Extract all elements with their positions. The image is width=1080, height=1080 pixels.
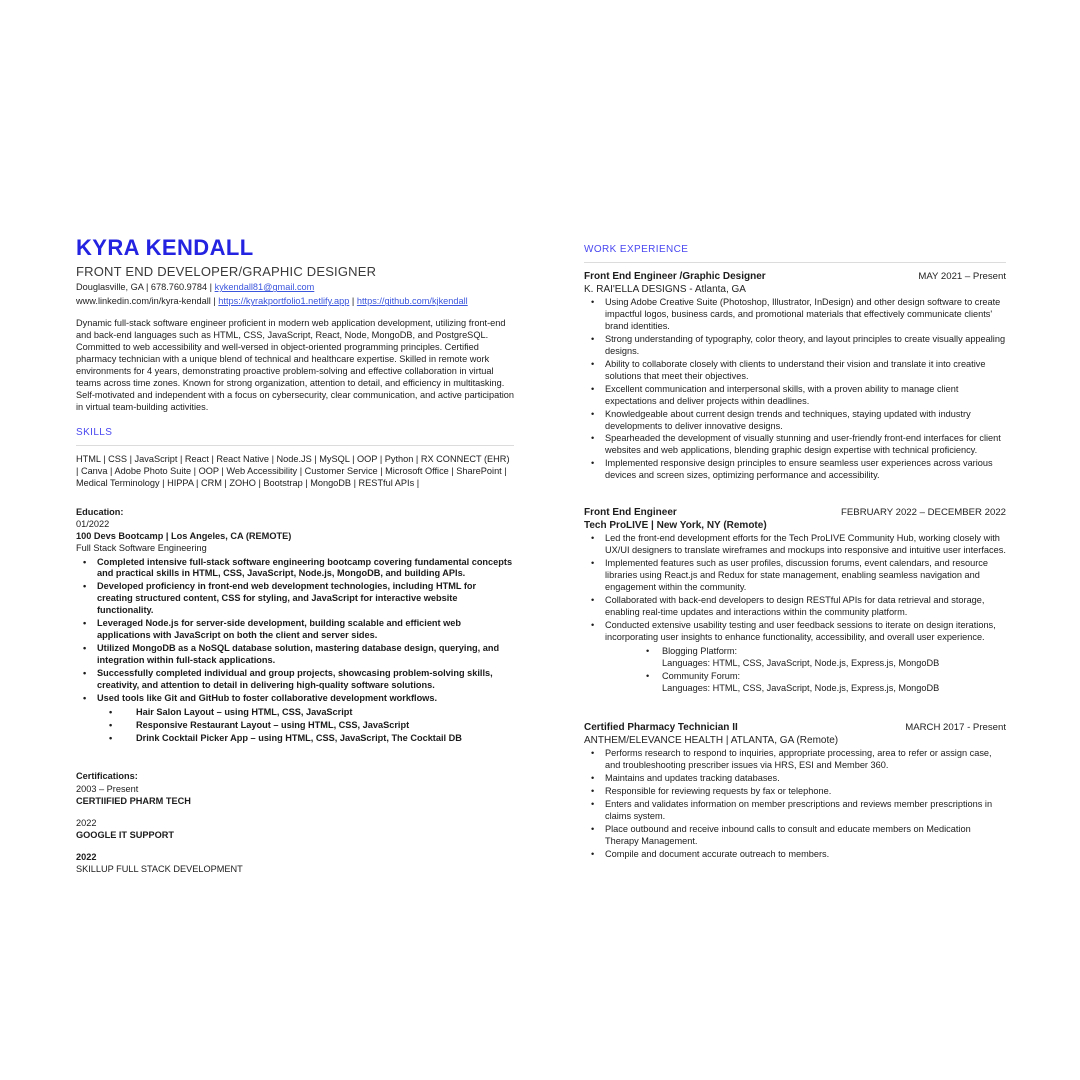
work-divider xyxy=(584,262,1006,263)
certification-name: SKILLUP FULL STACK DEVELOPMENT xyxy=(76,864,243,875)
pipe-separator: | xyxy=(349,296,357,307)
job-bullet: • Using Adobe Creative Suite (Photoshop, Illustrator, InDesign) and other design software to create impactful logos, business cards, and promotional materials that effectively communicate clients' brand identities. xyxy=(584,297,1006,333)
job-title: Front End Engineer /Graphic Designer xyxy=(584,271,766,282)
education-project-list xyxy=(76,706,514,744)
project-name: • Blogging Platform: xyxy=(662,645,738,656)
job-entry xyxy=(584,507,1006,694)
certification-name: CERTIIFIED PHARM TECH xyxy=(76,795,191,806)
job-bullet: • Performs research to respond to inquiries, appropriate processing, area to refer or assign case, and troubleshooting prescriber issues via HRS, ESI and Member 360. xyxy=(584,748,1006,772)
left-column xyxy=(76,236,514,875)
education-heading: Education: xyxy=(76,506,124,517)
education-date: 01/2022 xyxy=(76,519,110,530)
job-title: Front End Engineer xyxy=(584,507,677,519)
job-bullet: • Excellent communication and interpersonal skills, with a proven ability to manage client expectations and deliver projects within deadlines. xyxy=(584,384,1006,408)
certification-date: 2003 – Present xyxy=(76,783,139,794)
email-link[interactable]: kykendall81@gmail.com xyxy=(214,282,315,293)
certifications-heading: Certifications: xyxy=(76,771,138,782)
education-project: • Responsive Restaurant Layout – using HTML, CSS, JavaScript xyxy=(76,719,514,731)
spacer xyxy=(76,841,514,851)
skills-list: HTML | CSS | JavaScript | React | React Native | Node.JS | MySQL | OOP | Python | RX CONNECT (EHR) | Canva | Adobe Photo Suite | OOP | Web Accessibility | Customer Service | Microsoft Office | SharePoint | Medical Terminology | HIPPA | CRM | ZOHO | Bootstrap | MongoDB | RESTful APIs | xyxy=(76,454,510,488)
project-name: • Community Forum: xyxy=(662,671,741,682)
skills-divider xyxy=(76,445,514,446)
job-bullet: • Implemented responsive design principles to ensure seamless user experiences across various devices and screen sizes, optimizing performance and accessibility. xyxy=(584,458,1006,482)
job-dates: FEBRUARY 2022 – DECEMBER 2022 xyxy=(841,507,1006,519)
job-entry xyxy=(584,271,1006,482)
education-bullet: • Leveraged Node.js for server-side development, building scalable and efficient web applications with JavaScript on both the client and server sides. xyxy=(76,618,514,642)
job-title: Certified Pharmacy Technician II xyxy=(584,722,738,734)
job-project xyxy=(584,645,1006,669)
job-entry xyxy=(584,722,1006,861)
education-bullet: • Developed proficiency in front-end web development technologies, including HTML for creating structured content, CSS for styling, and JavaScript for interactive website functionality. xyxy=(76,581,514,617)
job-bullet-list xyxy=(584,533,1006,644)
github-link[interactable]: https://github.com/kjkendall xyxy=(356,296,468,307)
job-bullet: • Compile and document accurate outreach to members. xyxy=(584,849,1006,861)
job-bullet: • Collaborated with back-end developers to design RESTful APIs for data retrieval and storage, enabling real-time updates and interactions within the community platform. xyxy=(584,595,1006,619)
contact-line-1 xyxy=(76,281,514,293)
job-bullet: • Place outbound and receive inbound calls to consult and educate members on Medication Therapy Management. xyxy=(584,824,1006,848)
project-languages: Languages: HTML, CSS, JavaScript, Node.js, Express.js, MongoDB xyxy=(662,658,940,669)
education-section xyxy=(76,506,514,744)
job-bullet: • Led the front-end development efforts for the Tech ProLIVE Community Hub, working closely with UX/UI designers to translate wireframes and mockups into responsive and intuitive user interfaces. xyxy=(584,533,1006,557)
job-bullet: • Spearheaded the development of visually stunning and user-friendly front-end interfaces for client websites and web applications, blending graphic design expertise with technical proficiency. xyxy=(584,433,1006,457)
job-header xyxy=(584,722,1006,733)
job-bullet: • Responsible for reviewing requests by fax or telephone. xyxy=(584,786,1006,798)
work-experience-heading: WORK EXPERIENCE xyxy=(584,244,689,255)
certification-date: 2022 xyxy=(76,817,97,828)
linkedin-text: www.linkedin.com/in/kyra-kendall | xyxy=(76,296,219,307)
job-header xyxy=(584,271,1006,282)
job-bullet: • Conducted extensive usability testing and user feedback sessions to iterate on design iterations, incorporating user insights to enhance functionality, accessibility, and overall user experience. xyxy=(584,620,1006,644)
portfolio-link[interactable]: https://kyrakportfolio1.netlify.app xyxy=(218,296,350,307)
job-header xyxy=(584,507,1006,518)
education-bullet: • Successfully completed individual and group projects, showcasing problem-solving skills, creativity, and attention to detail in delivering high-quality software solutions. xyxy=(76,668,514,692)
job-dates: MARCH 2017 - Present xyxy=(905,722,1006,734)
job-bullet-list xyxy=(584,297,1006,482)
candidate-name: KYRA KENDALL xyxy=(76,235,254,260)
job-project-list xyxy=(584,645,1006,695)
contact-line-2 xyxy=(76,295,514,307)
certification-date: 2022 xyxy=(76,852,97,863)
education-bullet: • Used tools like Git and GitHub to foster collaborative development workflows. xyxy=(76,693,514,705)
job-bullet: • Implemented features such as user profiles, discussion forums, event calendars, and resource libraries using React.js and Redux for state management, enabling seamless navigation and engagement within the community. xyxy=(584,558,1006,594)
project-languages: Languages: HTML, CSS, JavaScript, Node.js, Express.js, MongoDB xyxy=(662,683,940,694)
job-project xyxy=(584,670,1006,694)
job-company: ANTHEM/ELEVANCE HEALTH | ATLANTA, GA (Remote) xyxy=(584,735,839,747)
education-program: Full Stack Software Engineering xyxy=(76,543,207,554)
job-bullet: • Ability to collaborate closely with clients to understand their vision and translate it into creative solutions that meet their objectives. xyxy=(584,359,1006,383)
job-bullet-list xyxy=(584,748,1006,861)
job-bullet: • Knowledgeable about current design trends and techniques, staying updated with industry developments to deliver innovative designs. xyxy=(584,409,1006,433)
job-company: K. RAI'ELLA DESIGNS - Atlanta, GA xyxy=(584,284,746,295)
location-phone-text: Douglasville, GA | 678.760.9784 | xyxy=(76,282,215,293)
spacer xyxy=(76,807,514,817)
education-bullet: • Utilized MongoDB as a NoSQL database solution, mastering database design, querying, and integration within full-stack applications. xyxy=(76,643,514,667)
education-school: 100 Devs Bootcamp | Los Angeles, CA (REMOTE) xyxy=(76,531,292,542)
role-title: FRONT END DEVELOPER/GRAPHIC DESIGNER xyxy=(76,264,377,280)
certification-name: GOOGLE IT SUPPORT xyxy=(76,829,175,840)
education-project: • Drink Cocktail Picker App – using HTML, CSS, JavaScript, The Cocktail DB xyxy=(76,732,514,744)
job-dates: MAY 2021 – Present xyxy=(918,271,1006,282)
job-bullet: • Strong understanding of typography, color theory, and layout principles to create visually appealing designs. xyxy=(584,334,1006,358)
education-project: • Hair Salon Layout – using HTML, CSS, JavaScript xyxy=(76,706,514,718)
job-company: Tech ProLIVE | New York, NY (Remote) xyxy=(584,520,767,532)
summary-paragraph: Dynamic full-stack software engineer proficient in modern web application development, utilizing front-end and back-end languages such as HTML, CSS, JavaScript, React, Node, MongoDB, and PostgreSQL. Committed to web accessibility and well-versed in object-oriented programming principles. Certified pharmacy technician with a unique blend of technical and healthcare expertise. Skilled in remote work environments for 4 years, demonstrating proactive problem-solving and effective collaboration in virtual teams across time zones. Known for strong organization, attention to detail, and efficiency in multitasking. Self-motivated and independent with a focus on cybersecurity, clear communication, and active participation in virtual team-building activities. xyxy=(76,318,515,413)
right-column xyxy=(584,244,1006,862)
skills-heading: SKILLS xyxy=(76,427,113,439)
education-bullet: • Completed intensive full-stack software engineering bootcamp covering fundamental concepts and practical skills in HTML, CSS, JavaScript, Node.js, MongoDB, and building APIs. xyxy=(76,557,514,581)
education-bullet-list xyxy=(76,557,514,705)
certifications-section xyxy=(76,770,514,875)
job-bullet: • Enters and validates information on member prescriptions and reviews member prescriptions in claims system. xyxy=(584,799,1006,823)
job-bullet: • Maintains and updates tracking databases. xyxy=(584,773,1006,785)
